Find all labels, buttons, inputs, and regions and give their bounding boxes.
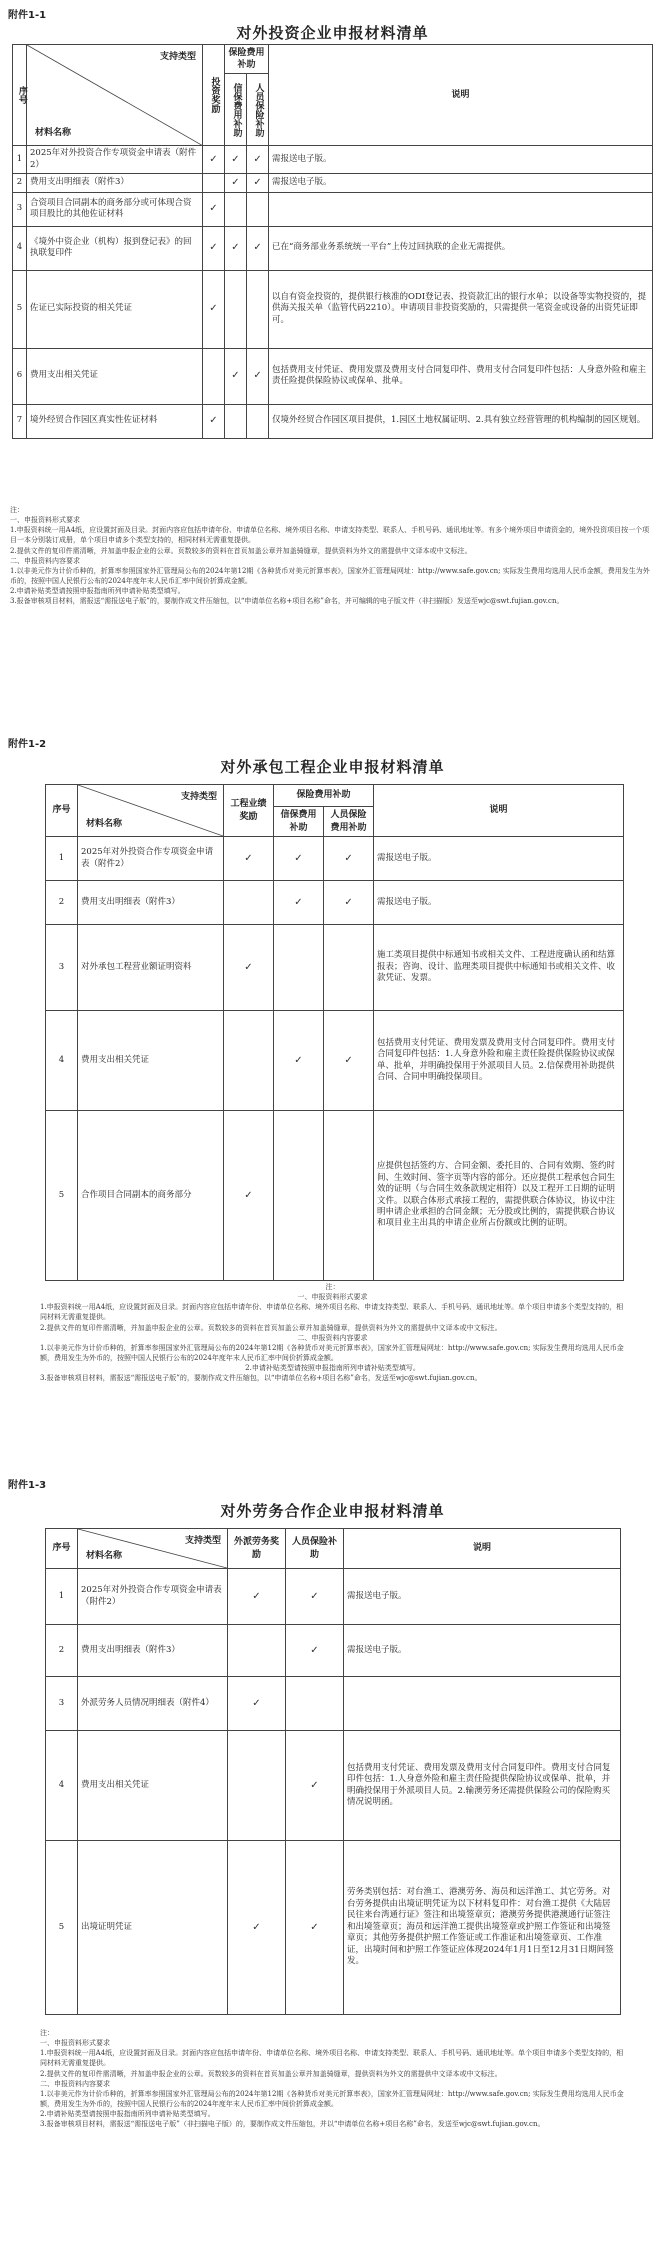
note-line: 2.提供文件的复印件需清晰，并加盖申报企业的公章。页数较多的资料在首页加盖公章并加盖骑缝章，提供资料为外文的需提供中文译本或中文标注。 [10,546,472,555]
note-line: 二、申报资料内容要求 [10,556,80,565]
note-line: 注： [325,1283,340,1291]
col-header: 人员保险补助 [247,74,269,146]
check-mark: ✓ [274,881,324,925]
remark-text [344,1677,621,1731]
row-number: 2 [13,174,27,193]
row-number: 4 [46,1011,78,1111]
table-row [46,837,624,881]
group-header: 保险费用补助 [225,45,269,74]
table-row [13,192,653,226]
check-mark: ✓ [203,404,225,438]
remark-header: 说明 [269,45,653,146]
material-name: 费用支出明细表（附件3） [78,1625,228,1677]
note-line: 注： [40,2029,54,2037]
table-row [46,881,624,925]
check-mark [228,1731,286,1841]
check-mark [247,192,269,226]
remark-text: 已在“商务部业务系统统一平台”上传过回执联的企业无需提供。 [269,226,653,270]
check-mark [225,270,247,348]
support-type-label: 支持类型 [159,52,196,62]
check-mark: ✓ [224,1111,274,1281]
check-mark: ✓ [324,881,374,925]
material-name: 费用支出相关凭证 [78,1011,224,1111]
check-mark: ✓ [324,837,374,881]
remark-text: 劳务类别包括：对台渔工、港澳劳务、海员和远洋渔工、其它劳务。对台劳务提供由出境证明凭证为以下材料复印件：对台渔工提供《大陆居民往来台湾通行证》签注和出境签章页；港澳劳务提供港澳通行证签注和出境签章页；海员和远洋渔工提供出境签章或护照工作签证和出境签章页；其他劳务提供护照工作签证或工作准证和出境签章页、工作准证，出境时间和护照工作签证应体现2024年1月1日至12月31日期间签发。 [344,1841,621,2015]
row-number: 2 [46,1625,78,1677]
material-name: 对外承包工程营业额证明资料 [78,925,224,1011]
table-row [46,1731,621,1841]
diagonal-header [27,45,203,146]
note-line: 1.以非美元作为计价币种的，折算率参照国家外汇管理局公布的2024年第12期《各种货币对美元折算率表》，国家外汇管理局网址：http://www.safe.gov.cn; 实际发生费用均选用人民币金额，费用发生为外币的，按照中国人民银行公布的2024年度年末人民币汇率中间价折算成金额。 [40,1343,624,1362]
check-mark: ✓ [247,348,269,404]
row-number: 6 [13,348,27,404]
table-row [46,925,624,1011]
check-mark: ✓ [274,1011,324,1111]
material-name-label: 材料名称 [86,1550,123,1561]
check-mark: ✓ [286,1569,344,1625]
row-number: 1 [46,837,78,881]
remark-text: 包括费用支付凭证、费用发票及费用支付合同复印件。费用支付合同复印件包括：1.人身意外险和雇主责任险提供保险协议或保单、批单，并明确投保用于外派项目人员。2.信保费用补助提供合同、合同申明确投保项目。 [374,1011,624,1111]
remark-text: 包括费用支付凭证、费用发票及费用支付合同复印件、费用支付合同复印件包括：人身意外险和雇主责任险提供保险协议或保单、批单。 [269,348,653,404]
table-row [13,348,653,404]
remark-text: 需报送电子版。 [344,1569,621,1625]
material-name: 境外经贸合作园区真实性佐证材料 [27,404,203,438]
note-line: 2.申请补贴类型请按照申报指南所列申请补贴类型填写。 [245,1364,420,1373]
material-name-label: 材料名称 [35,128,72,139]
col-header: 工程业绩奖励 [224,785,274,837]
check-mark: ✓ [224,925,274,1011]
remark-text: 需报送电子版。 [374,837,624,881]
note-line: 3.报备审核项目材料，需报送“需报送电子版”的，要制作成文件压缩包，以“申请单位名称+项目名称”命名，发送至wjc@swt.fujian.gov.cn。 [40,1374,482,1383]
check-mark [203,174,225,193]
remark-text: 需报送电子版。 [344,1625,621,1677]
remark-header: 说明 [344,1529,621,1569]
col-header: 投资奖励 [203,45,225,146]
notes-block [10,505,655,606]
remark-header: 说明 [374,785,624,837]
table-row [46,1011,624,1111]
check-mark: ✓ [274,837,324,881]
page-title: 对外劳务合作企业申报材料清单 [220,1502,445,1520]
group-header: 保险费用补助 [274,785,374,807]
material-name: 《境外中资企业（机构）报到登记表》的回执联复印件 [27,226,203,270]
check-mark: ✓ [224,837,274,881]
check-mark: ✓ [203,146,225,174]
material-name: 费用支出相关凭证 [78,1731,228,1841]
note-line: 二、申报资料内容要求 [40,2079,110,2088]
seq-header: 序号 [46,1529,78,1569]
check-mark: ✓ [324,1011,374,1111]
remark-text: 需报送电子版。 [269,146,653,174]
note-line: 1.申报资料统一用A4纸，应设置封面及目录。封面内容应包括申请年份、申请单位名称、境外项目名称、申请支持类型、联系人、手机号码、通讯地址等。单个项目申请多个类型支持的，相同材料无需重复提供。 [40,1303,624,1322]
note-line: 二、申报资料内容要求 [297,1333,368,1342]
check-mark [203,348,225,404]
note-line: 3.报备审核项目材料，需报送“需报送电子版”（非扫描电子版）的，要制作成文件压缩包，并以“申请单位名称+项目名称”命名，发送至wjc@swt.fujian.gov.cn。 [40,2120,545,2129]
remark-text: 施工类项目提供中标通知书或相关文件、工程进度确认函和结算报表；咨询、设计、监理类项目提供中标通知书或相关文件、收款凭证、发票。 [374,925,624,1011]
check-mark [224,1011,274,1111]
check-mark: ✓ [247,146,269,174]
material-name: 2025年对外投资合作专项资金申请表（附件2） [78,1569,228,1625]
table-row [46,1569,621,1625]
check-mark [228,1625,286,1677]
notes-block [40,2028,625,2129]
note-line: 一、申报资料形式要求 [297,1293,368,1302]
table-row [13,226,653,270]
material-name: 出境证明凭证 [78,1841,228,2015]
seq-header: 序号 [13,45,27,146]
note-line: 2.申请补贴类型请按照申报指南所列申请补贴类型填写。 [40,2110,215,2119]
table-row [13,404,653,438]
row-number: 7 [13,404,27,438]
check-mark: ✓ [225,226,247,270]
note-line: 1.申报资料统一用A4纸，应设置封面及目录。封面内容应包括申请年份、申请单位名称、境外项目名称、申请支持类型、联系人、手机号码、通讯地址等。单个项目申请多个类型支持的，相同材料无需重复提供。 [40,2049,624,2068]
note-line: 2.提供文件的复印件需清晰，并加盖申报企业的公章。页数较多的资料在首页加盖公章并加盖骑缝章，提供资料为外文的需提供中文译本或中文标注。 [40,2069,502,2078]
check-mark: ✓ [228,1841,286,2015]
note-line: 一、申报资料形式要求 [10,516,80,525]
materials-table [45,784,624,1281]
note-line: 1.申报资料统一用A4纸，应设置封面及目录。封面内容应包括申请年份、申请单位名称、境外项目名称、申请支持类型、联系人、手机号码、通讯地址等。有多个境外项目申请资金的，境外投资项目按一个项目一本分别装订成册，单个项目申请多个类型支持的，相同材料无需重复提供。 [10,526,650,545]
check-mark: ✓ [228,1677,286,1731]
row-number: 1 [46,1569,78,1625]
note-line: 注： [10,506,24,514]
row-number: 1 [13,146,27,174]
check-mark: ✓ [203,226,225,270]
table-row [46,1677,621,1731]
row-number: 4 [13,226,27,270]
row-number: 4 [46,1731,78,1841]
col-header: 信保费用补助 [225,74,247,146]
material-name: 合作项目合同副本的商务部分 [78,1111,224,1281]
check-mark [286,1677,344,1731]
material-name: 费用支出相关凭证 [27,348,203,404]
remark-text: 仅境外经贸合作园区项目提供，1.园区土地权属证明、2.具有独立经营管理的机构编制的园区规划。 [269,404,653,438]
remark-text: 以自有资金投资的，提供银行核准的ODI登记表、投资款汇出的银行水单；以设备等实物投资的，提供海关报关单（监管代码2210）。申请项目非投资奖励的，只需提供一笔资金或设备的出资凭证即可。 [269,270,653,348]
material-name: 佐证已实际投资的相关凭证 [27,270,203,348]
support-type-label: 支持类型 [180,792,217,802]
row-number: 2 [46,881,78,925]
row-number: 3 [46,925,78,1011]
material-name: 费用支出明细表（附件3） [27,174,203,193]
check-mark [274,925,324,1011]
remark-text: 需报送电子版。 [269,174,653,193]
check-mark [224,881,274,925]
check-mark: ✓ [228,1569,286,1625]
note-line: 2.提供文件的复印件需清晰，并加盖申报企业的公章。页数较多的资料在首页加盖公章并加盖骑缝章，提供资料为外文的需提供中文译本或中文标注。 [40,1323,502,1332]
table-row [46,1111,624,1281]
table-row [13,146,653,174]
check-mark [225,404,247,438]
check-mark [247,404,269,438]
support-type-label: 支持类型 [184,1536,221,1546]
row-number: 3 [13,192,27,226]
check-mark: ✓ [203,270,225,348]
notes-block [40,1282,625,1383]
page-title: 对外承包工程企业申报材料清单 [220,758,445,776]
table-row [13,270,653,348]
check-mark: ✓ [225,348,247,404]
diagonal-header [78,1529,228,1569]
page-title: 对外投资企业申报材料清单 [236,24,429,42]
material-name: 外派劳务人员情况明细表（附件4） [78,1677,228,1731]
check-mark: ✓ [203,192,225,226]
check-mark: ✓ [247,226,269,270]
seq-header: 序号 [46,785,78,837]
col-header: 人员保险补助 [286,1529,344,1569]
remark-text: 包括费用支付凭证、费用发票及费用支付合同复印件。费用支付合同复印件包括：1.人身意外险和雇主责任险提供保险协议或保单、批单，并明确投保用于外派项目人员。2.输澳劳务还需提供保险公司的保险购买情况说明函。 [344,1731,621,1841]
note-line: 一、申报资料形式要求 [40,2039,110,2048]
material-name-label: 材料名称 [86,818,123,829]
check-mark: ✓ [286,1625,344,1677]
remark-text: 需报送电子版。 [374,881,624,925]
check-mark: ✓ [225,146,247,174]
material-name: 2025年对外投资合作专项资金申请表（附件2） [27,146,203,174]
check-mark: ✓ [247,174,269,193]
row-number: 5 [46,1841,78,2015]
diagonal-header [78,785,224,837]
check-mark [324,1111,374,1281]
attachment-label: 附件1-3 [8,1480,47,1491]
table-row [46,1841,621,2015]
row-number: 5 [13,270,27,348]
row-number: 5 [46,1111,78,1281]
check-mark [247,270,269,348]
materials-table [45,1528,621,2015]
check-mark: ✓ [225,174,247,193]
check-mark [324,925,374,1011]
row-number: 3 [46,1677,78,1731]
table-row [13,174,653,193]
material-name: 费用支出明细表（附件3） [78,881,224,925]
note-line: 1.以非美元作为计价币种的，折算率参照国家外汇管理局公布的2024年第12期《各种货币对美元折算率表》，国家外汇管理局网址：http://www.safe.gov.cn; 实际发生费用均选用人民币金额，费用发生为外币的，按照中国人民银行公布的2024年度年末人民币汇率中间价折算成金额。 [40,2089,624,2108]
col-header: 外派劳务奖励 [228,1529,286,1569]
check-mark: ✓ [286,1841,344,2015]
check-mark: ✓ [286,1731,344,1841]
material-name: 2025年对外投资合作专项资金申请表（附件2） [78,837,224,881]
note-line: 2.申请补贴类型请按照申报指南所列申请补贴类型填写。 [10,587,185,596]
col-header: 信保费用补助 [274,807,324,837]
remark-text [269,192,653,226]
note-line: 1.以非美元作为计价币种的，折算率参照国家外汇管理局公布的2024年第12期《各种货币对美元折算率表》，国家外汇管理局网址：http://www.safe.gov.cn; 实际发生费用均选用人民币金额，费用发生为外币的，按照中国人民银行公布的2024年度年末人民币汇率中间价折算成金额。 [10,566,650,585]
material-name: 合资项目合同副本的商务部分或可体现合资项目股比的其他佐证材料 [27,192,203,226]
attachment-label: 附件1-2 [8,739,47,750]
materials-table [12,44,653,439]
check-mark [225,192,247,226]
attachment-label: 附件1-1 [8,10,47,21]
note-line: 3.报备审核项目材料，需报送“需报送电子版”的，要制作成文件压缩包，以“申请单位名称+项目名称”命名，并可编辑的电子版文件（非扫描版）发送至wjc@swt.fujian.gov.cn。 [10,597,564,606]
check-mark [274,1111,324,1281]
table-row [46,1625,621,1677]
col-header: 人员保险费用补助 [324,807,374,837]
remark-text: 应提供包括签约方、合同金额、委托目的、合同有效期、签约时间、生效时间、签字页等内容的部分。还应提供工程承包合同生效的证明（与合同生效条款规定相符）以及工程开工日期的证明文件。以联合体形式承接工程的，需提供联合体协议，协议中注明申请企业承担的合同金额；无分股或比例的，需提供联合协议和项目业主出具的申请企业所占份额或比例的证明。 [374,1111,624,1281]
